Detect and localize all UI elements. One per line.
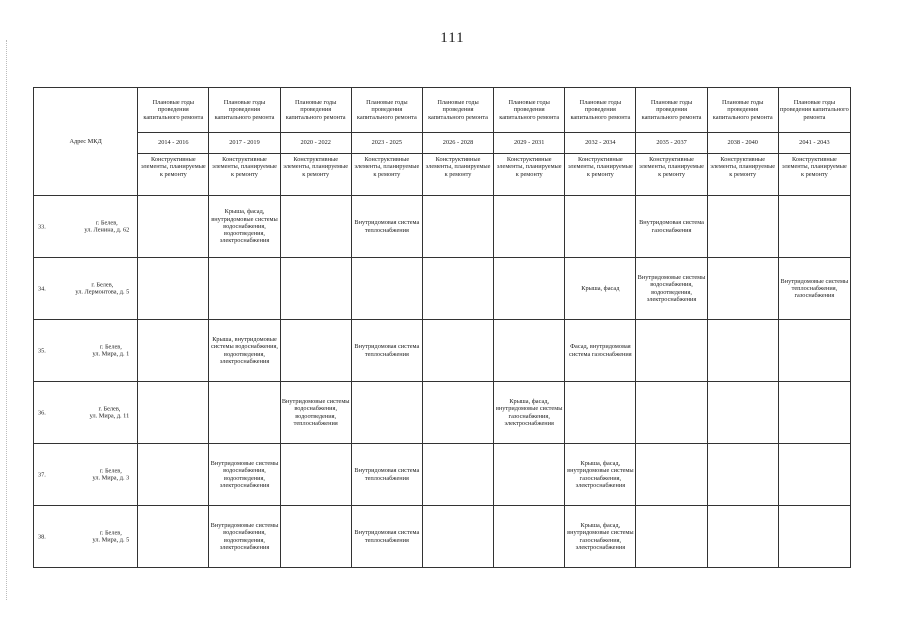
page-number: 111 (440, 30, 465, 46)
work-cell: Внутридомовые системы водоснабжения, водоотведения, теплоснабжения (280, 382, 351, 444)
work-cell (138, 506, 209, 568)
address-street: ул. Мира, д. 11 (89, 412, 130, 420)
period-header: 2041 - 2043 (778, 133, 850, 154)
work-cell (494, 506, 565, 568)
work-cell (494, 444, 565, 506)
row-number: 33. (38, 222, 46, 230)
address-cell (34, 382, 138, 444)
address-street: ул. Мира, д. 5 (92, 536, 130, 544)
elements-header: Конструктивные элементы, планируемые к ремонту (422, 154, 493, 196)
period-header: 2032 - 2034 (565, 133, 636, 154)
work-cell (280, 444, 351, 506)
work-cell (707, 382, 778, 444)
address-city: г. Белев, (95, 219, 118, 227)
address-street: ул. Мира, д. 3 (92, 474, 130, 482)
elements-header: Конструктивные элементы, планируемые к ремонту (351, 154, 422, 196)
work-cell (138, 196, 209, 258)
work-cell (138, 320, 209, 382)
address-street: ул. Ленина, д. 62 (84, 226, 130, 234)
row-number: 34. (38, 284, 46, 292)
work-cell (209, 258, 280, 320)
period-header: 2014 - 2016 (138, 133, 209, 154)
work-cell: Внутридомовая система теплоснабжения (351, 444, 422, 506)
row-number: 36. (38, 408, 46, 416)
work-cell (138, 444, 209, 506)
work-cell (778, 320, 850, 382)
work-cell: Внутридомовая система теплоснабжения (351, 506, 422, 568)
work-cell: Внутридомовые системы теплоснабжения, газоснабжения (778, 258, 850, 320)
address-cell (34, 320, 138, 382)
address-text (90, 405, 130, 420)
header-row-years (34, 88, 851, 133)
work-cell (636, 444, 707, 506)
header-row-periods (34, 133, 851, 154)
work-cell (422, 258, 493, 320)
work-cell (422, 320, 493, 382)
work-cell (280, 196, 351, 258)
row-number: 35. (38, 346, 46, 354)
work-cell (422, 196, 493, 258)
planned-years-header: Плановые годы проведения капитального ремонта (494, 88, 565, 133)
work-cell: Крыша, фасад (565, 258, 636, 320)
work-cell (778, 506, 850, 568)
table-row (34, 196, 851, 258)
work-cell: Крыша, фасад, внутридомовые системы газоснабжения, электроснабжения (494, 382, 565, 444)
work-cell (707, 320, 778, 382)
work-cell: Внутридомовая система теплоснабжения (351, 320, 422, 382)
period-header: 2017 - 2019 (209, 133, 280, 154)
work-cell (707, 506, 778, 568)
address-city: г. Белев, (98, 405, 121, 413)
address-cell (34, 444, 138, 506)
work-cell (280, 506, 351, 568)
work-cell (565, 382, 636, 444)
table-row (34, 382, 851, 444)
address-city: г. Белев, (99, 467, 122, 475)
elements-header: Конструктивные элементы, планируемые к ремонту (707, 154, 778, 196)
elements-header: Конструктивные элементы, планируемые к ремонту (494, 154, 565, 196)
work-cell (565, 196, 636, 258)
address-text (93, 343, 130, 358)
address-header: Адрес МКД (34, 88, 138, 196)
row-number: 38. (38, 532, 46, 540)
elements-header: Конструктивные элементы, планируемые к ремонту (565, 154, 636, 196)
period-header: 2029 - 2031 (494, 133, 565, 154)
planned-years-header: Плановые годы проведения капитального ремонта (636, 88, 707, 133)
work-cell: Внутридомовые системы водоснабжения, водоотведения, электроснабжения (209, 506, 280, 568)
work-cell: Внутридомовые системы водоснабжения, водоотведения, электроснабжения (209, 444, 280, 506)
work-cell (707, 258, 778, 320)
work-cell: Крыша, фасад, внутридомовые системы водоснабжения, водоотведения, электроснабжения (209, 196, 280, 258)
planned-years-header: Плановые годы проведения капитального ремонта (209, 88, 280, 133)
address-city: г. Белев, (91, 281, 114, 289)
address-text (93, 529, 130, 544)
work-cell: Внутридомовая система теплоснабжения (351, 196, 422, 258)
table-row (34, 444, 851, 506)
planned-years-header: Плановые годы проведения капитального ремонта (778, 88, 850, 133)
address-text (75, 281, 129, 296)
repair-plan-table (33, 87, 851, 568)
work-cell (209, 382, 280, 444)
elements-header: Конструктивные элементы, планируемые к ремонту (778, 154, 850, 196)
work-cell (422, 444, 493, 506)
period-header: 2026 - 2028 (422, 133, 493, 154)
work-cell (636, 382, 707, 444)
work-cell (636, 320, 707, 382)
planned-years-header: Плановые годы проведения капитального ремонта (280, 88, 351, 133)
period-header: 2038 - 2040 (707, 133, 778, 154)
elements-header: Конструктивные элементы, планируемые к ремонту (209, 154, 280, 196)
work-cell (351, 258, 422, 320)
address-text (84, 219, 129, 234)
planned-years-header: Плановые годы проведения капитального ремонта (351, 88, 422, 133)
planned-years-header: Плановые годы проведения капитального ремонта (422, 88, 493, 133)
work-cell (707, 444, 778, 506)
period-header: 2035 - 2037 (636, 133, 707, 154)
address-text (93, 467, 130, 482)
work-cell: Крыша, внутридомовые системы водоснабжения, водоотведения, электроснабжения (209, 320, 280, 382)
header-row-elements (34, 154, 851, 196)
address-cell (34, 196, 138, 258)
work-cell (138, 258, 209, 320)
address-cell (34, 506, 138, 568)
work-cell (280, 320, 351, 382)
planned-years-header: Плановые годы проведения капитального ремонта (138, 88, 209, 133)
address-street: ул. Лермонтова, д. 5 (75, 288, 130, 296)
row-number: 37. (38, 470, 46, 478)
work-cell (778, 444, 850, 506)
work-cell (778, 196, 850, 258)
work-cell (778, 382, 850, 444)
work-cell (280, 258, 351, 320)
work-cell: Внутридомовая система газоснабжения (636, 196, 707, 258)
elements-header: Конструктивные элементы, планируемые к ремонту (636, 154, 707, 196)
work-cell (138, 382, 209, 444)
work-cell: Фасад, внутридомовая система газоснабжения (565, 320, 636, 382)
work-cell: Крыша, фасад, внутридомовые системы газоснабжения, электроснабжения (565, 506, 636, 568)
address-street: ул. Мира, д. 1 (92, 350, 130, 358)
work-cell (494, 320, 565, 382)
planned-years-header: Плановые годы проведения капитального ремонта (565, 88, 636, 133)
period-header: 2020 - 2022 (280, 133, 351, 154)
work-cell: Внутридомовые системы водоснабжения, водоотведения, электроснабжения (636, 258, 707, 320)
work-cell (707, 196, 778, 258)
work-cell: Крыша, фасад, внутридомовые системы газоснабжения, электроснабжения (565, 444, 636, 506)
address-city: г. Белев, (99, 343, 122, 351)
work-cell (636, 506, 707, 568)
table-row (34, 320, 851, 382)
work-cell (351, 382, 422, 444)
elements-header: Конструктивные элементы, планируемые к ремонту (138, 154, 209, 196)
work-cell (422, 506, 493, 568)
period-header: 2023 - 2025 (351, 133, 422, 154)
margin-marks (6, 40, 9, 600)
address-city: г. Белев, (99, 529, 122, 537)
table-row (34, 258, 851, 320)
address-cell (34, 258, 138, 320)
table-row (34, 506, 851, 568)
work-cell (494, 196, 565, 258)
elements-header: Конструктивные элементы, планируемые к ремонту (280, 154, 351, 196)
planned-years-header: Плановые годы проведения капитального ремонта (707, 88, 778, 133)
work-cell (494, 258, 565, 320)
work-cell (422, 382, 493, 444)
